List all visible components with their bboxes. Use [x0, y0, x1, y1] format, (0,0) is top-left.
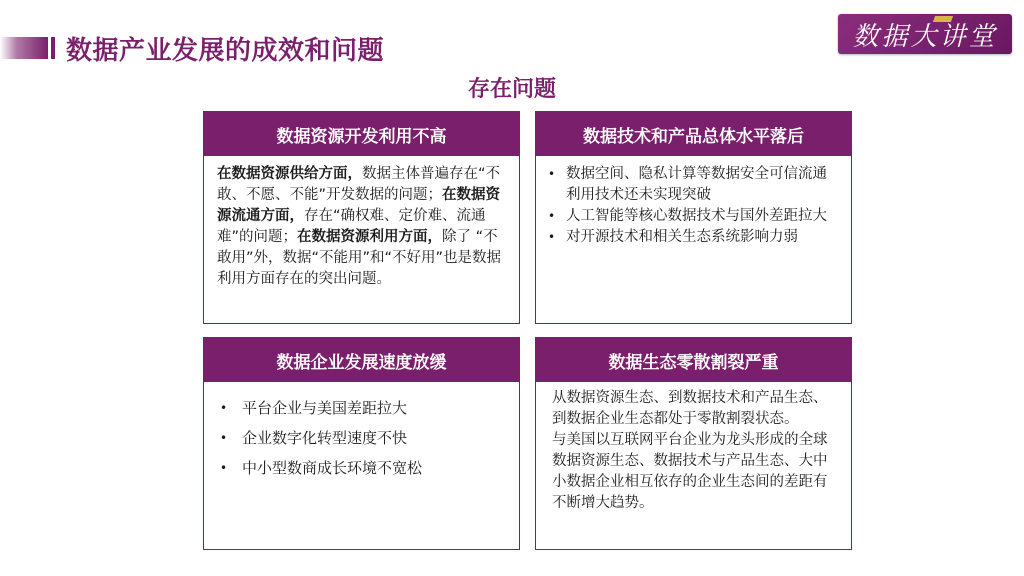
text-segment: 存在“确权难、定价难、流通难”的问题；: [217, 208, 486, 245]
logo-text: 数据大讲堂: [852, 21, 998, 52]
text-segment: 除了 “不敢用”外，数据“不能用”和“不好用”也是数据利用方面存在的突出问题。: [217, 229, 502, 287]
brand-logo: [838, 14, 1012, 54]
panel-body: [536, 156, 851, 256]
text-segment-bold: 在数据资源流通方面，: [217, 187, 501, 224]
paragraph: 与美国以互联网平台企业为龙头形成的全球数据资源生态、数据技术与产品生态、大中小数据企业相互依存的企业生态间的差距有不断增大趋势。: [552, 432, 828, 511]
graduation-cap-icon: [933, 16, 953, 22]
list-item: • 对开源技术和相关生态系统影响力弱: [546, 227, 839, 248]
panel-body: [204, 156, 519, 298]
panel-data-ecosystem: [535, 337, 852, 550]
paragraph: 从数据资源生态、到数据技术和产品生态、到数据企业生态都处于零散割裂状态。: [552, 390, 828, 427]
list-item: • 人工智能等核心数据技术与国外差距拉大: [546, 206, 839, 227]
list-item: • 中小型数商成长环境不宽松: [218, 458, 507, 479]
panel-heading: 数据技术和产品总体水平落后: [536, 112, 851, 156]
list-item: • 企业数字化转型速度不快: [218, 428, 507, 449]
title-accent-bar: [0, 37, 48, 59]
panel-body: [204, 382, 519, 496]
panel-data-technology: [535, 111, 852, 324]
text-segment-bold: 在数据资源供给方面，: [217, 166, 362, 182]
panel-heading: 数据资源开发利用不高: [204, 112, 519, 156]
panel-data-enterprise: [203, 337, 520, 550]
text-segment: 数据主体普遍存在“不敢、不愿、不能”开发数据的问题；: [217, 166, 501, 203]
list-item: • 平台企业与美国差距拉大: [218, 398, 507, 419]
list-item: • 数据空间、隐私计算等数据安全可信流通利用技术还未实现突破: [546, 164, 839, 206]
title-accent-tick: [51, 37, 55, 59]
panel-heading: 数据生态零散割裂严重: [536, 338, 851, 382]
section-subtitle: 存在问题: [467, 77, 556, 102]
panel-data-resource: [203, 111, 520, 324]
panel-heading: 数据企业发展速度放缓: [204, 338, 519, 382]
bullet-list: [546, 164, 839, 248]
panel-body: [536, 382, 851, 522]
text-segment-bold: 在数据资源利用方面，: [297, 229, 443, 245]
page-title: 数据产业发展的成效和问题: [66, 36, 385, 66]
bullet-list: [218, 398, 507, 479]
